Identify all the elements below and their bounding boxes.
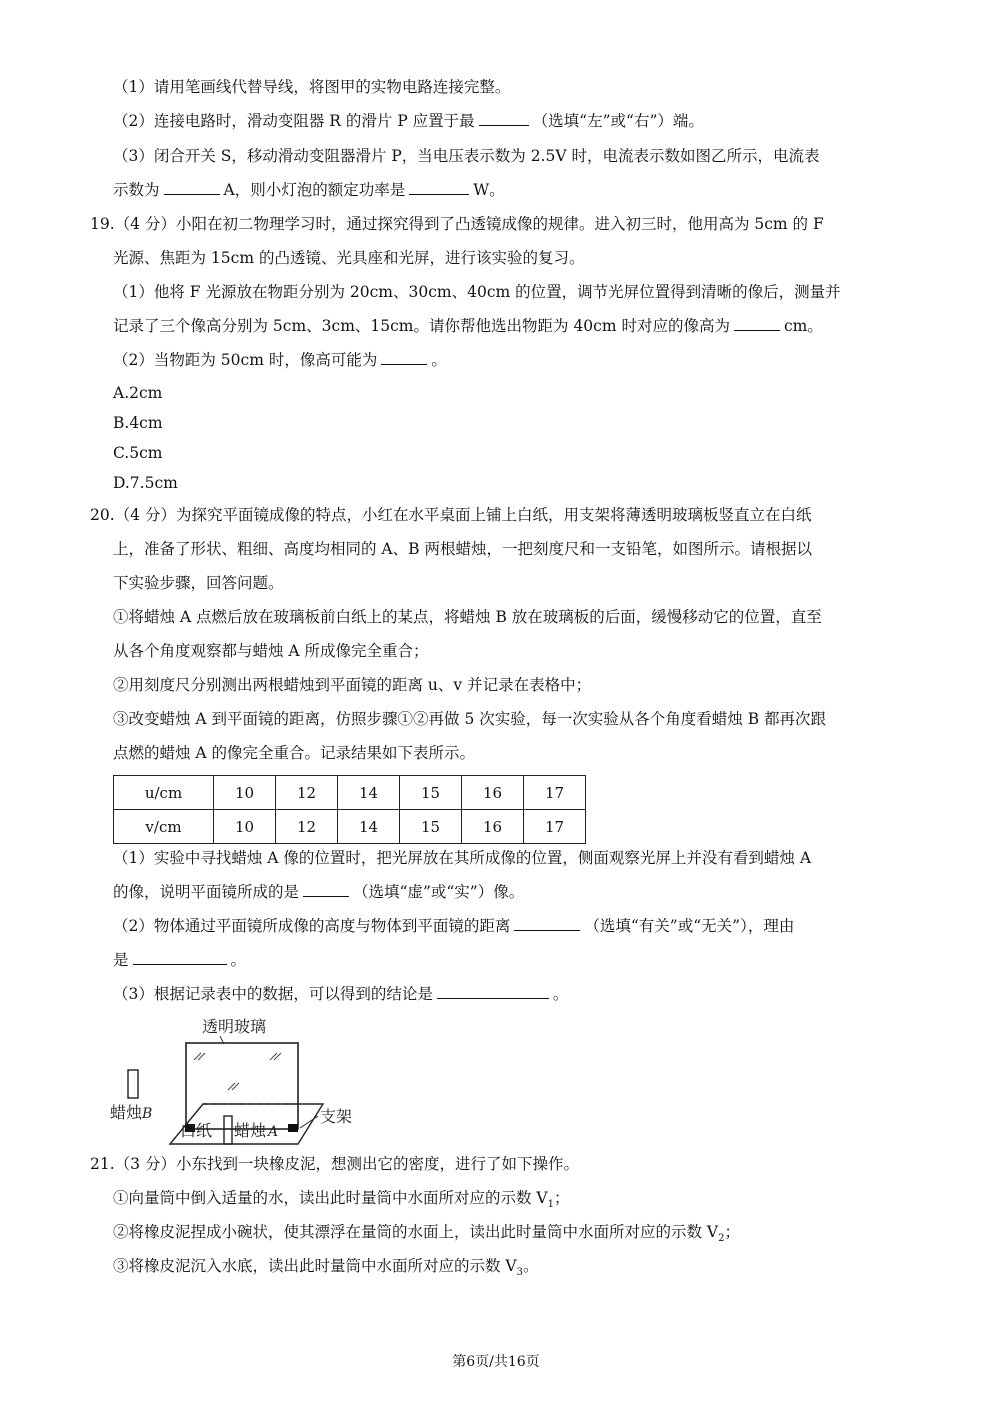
q19-part1-unit: cm。: [783, 317, 823, 335]
table-cell: 10: [214, 810, 276, 844]
q20-step1: ①将蜡烛 A 点燃后放在玻璃板前白纸上的某点，将蜡烛 B 放在玻璃板的后面，缓慢移动它的位置，直至: [113, 608, 822, 626]
candle-a-label: 蜡烛: [234, 1121, 267, 1140]
page-footer: 第6页/共16页: [452, 1354, 540, 1370]
answer-blank-reason[interactable]: [133, 950, 227, 965]
answer-blank-power[interactable]: [409, 180, 469, 195]
glass-hatch: [194, 1053, 281, 1090]
table-cell: 10: [214, 776, 276, 810]
answer-blank-height[interactable]: [734, 316, 780, 331]
candle-b: [128, 1070, 138, 1098]
table-cell: 12: [276, 810, 338, 844]
q20-part1-end: （选填“虚”或“实”）像。: [353, 883, 525, 901]
option-d[interactable]: D.7.5cm: [113, 474, 178, 492]
q20-part3-text: （3）根据记录表中的数据，可以得到的结论是: [113, 985, 433, 1003]
mirror-experiment-figure: [108, 1012, 368, 1147]
q20-part1-text: 的像，说明平面镜所成的是: [113, 883, 300, 901]
q19-stem-cont: 光源、焦距为 15cm 的凸透镜、光具座和光屏，进行该实验的复习。: [113, 249, 585, 267]
table-row-header: u/cm: [114, 776, 214, 810]
q19-part1-text: 记录了三个像高分别为 5cm、3cm、15cm。请你帮他选出物距为 40cm 时对应的像高为: [113, 317, 730, 335]
q20-part2: [113, 915, 794, 937]
q20-step3: ③改变蜡烛 A 到平面镜的距离，仿照步骤①②再做 5 次实验，每一次实验从各个角度看蜡烛 B 都再次跟: [113, 710, 827, 728]
q21-step2-text: ②将橡皮泥捏成小碗状，使其漂浮在量筒的水面上，读出此时量筒中水面所对应的示数 V: [113, 1223, 719, 1241]
q18-part2-text-end: （选填“左”或“右”）端。: [532, 112, 704, 130]
stand-label: 支架: [320, 1107, 353, 1126]
table-row: [114, 776, 586, 810]
q20-stem-cont2: 下实验步骤，回答问题。: [113, 574, 284, 592]
answer-blank-current[interactable]: [164, 180, 220, 195]
q21-stem: 21.（3 分）小东找到一块橡皮泥，想测出它的密度，进行了如下操作。: [90, 1155, 579, 1173]
q20-step1-cont: 从各个角度观察都与蜡烛 A 所成像完全重合；: [113, 642, 429, 660]
paper-label: 白纸: [180, 1121, 213, 1140]
q19-part1: （1）他将 F 光源放在物距分别为 20cm、30cm、40cm 的位置，调节光屏位置得到清晰的像后，测量并: [113, 283, 841, 301]
figure-drawing: [108, 1012, 368, 1147]
subscript: 2: [718, 1233, 725, 1245]
q20-step2: ②用刻度尺分别测出两根蜡烛到平面镜的距离 u、v 并记录在表格中；: [113, 676, 592, 694]
glass-label: 透明玻璃: [202, 1017, 267, 1036]
q19-part1-cont: [113, 315, 823, 337]
option-a[interactable]: A.2cm: [113, 384, 163, 402]
table-cell: 15: [400, 810, 462, 844]
subscript: 1: [547, 1199, 554, 1211]
answer-blank-relation[interactable]: [514, 916, 580, 931]
q19-stem: 19.（4 分）小阳在初二物理学习时，通过探究得到了凸透镜成像的规律。进入初三时，他用高为 5cm 的 F: [90, 215, 824, 233]
table-cell: 16: [462, 810, 524, 844]
candle-a: [224, 1116, 232, 1144]
q21-step2: [113, 1221, 740, 1250]
q20-part2-reason-end: 。: [230, 951, 247, 969]
answer-blank-image-type[interactable]: [303, 882, 349, 897]
table-cell: 17: [524, 810, 586, 844]
q20-part2-reason-label: 是: [113, 951, 129, 969]
q21-step1: [113, 1187, 570, 1216]
q18-part2-text: （2）连接电路时，滑动变阻器 R 的滑片 P 应置于最: [113, 112, 475, 130]
candle-a-letter: A: [268, 1124, 279, 1140]
q18-part1: （1）请用笔画线代替导线，将图甲的实物电路连接完整。: [113, 78, 511, 96]
table-cell: 14: [338, 776, 400, 810]
answer-blank-choice[interactable]: [381, 350, 427, 365]
q18-part2: [113, 110, 704, 132]
table-row: [114, 810, 586, 844]
q18-part3-text-end: W。: [473, 181, 505, 199]
data-table: [113, 775, 586, 844]
q21-step1-text: ①向量筒中倒入适量的水，读出此时量筒中水面所对应的示数 V: [113, 1189, 548, 1207]
table-row-header: v/cm: [114, 810, 214, 844]
q18-part3: （3）闭合开关 S，移动滑动变阻器滑片 P，当电压表示数为 2.5V 时，电流表示数如图乙所示，电流表: [113, 147, 820, 165]
subscript: 3: [516, 1267, 523, 1279]
q20-part1: （1）实验中寻找蜡烛 A 像的位置时，把光屏放在其所成像的位置，侧面观察光屏上并没有看到蜡烛 A: [113, 849, 812, 867]
q18-part3-text-mid: A，则小灯泡的额定功率是: [223, 181, 406, 199]
q20-stem: 20.（4 分）为探究平面镜成像的特点，小红在水平桌面上铺上白纸，用支架将薄透明玻璃板竖直立在白纸: [90, 506, 812, 524]
q20-part3: [113, 983, 568, 1005]
q20-part2-text: （2）物体通过平面镜所成像的高度与物体到平面镜的距离: [113, 917, 511, 935]
candle-b-label: 蜡烛: [110, 1103, 143, 1122]
q18-part3-cont: [113, 179, 505, 201]
q20-part3-end: 。: [552, 985, 569, 1003]
candle-b-letter: B: [142, 1106, 153, 1122]
table-cell: 16: [462, 776, 524, 810]
q18-part3-text: 示数为: [113, 181, 160, 199]
q21-step3-text: ③将橡皮泥沉入水底，读出此时量筒中水面所对应的示数 V: [113, 1257, 517, 1275]
q19-part2-text: （2）当物距为 50cm 时，像高可能为: [113, 351, 378, 369]
table-cell: 15: [400, 776, 462, 810]
table-cell: 17: [524, 776, 586, 810]
q20-part2-end: （选填“有关”或“无关”），理由: [584, 917, 795, 935]
q20-part2-cont: [113, 949, 246, 971]
table-cell: 12: [276, 776, 338, 810]
q19-part2: [113, 349, 447, 371]
q21-step3-end: 。: [523, 1257, 539, 1275]
stand-right: [288, 1124, 298, 1132]
q20-part1-cont: [113, 881, 524, 903]
q21-step1-end: ；: [554, 1189, 570, 1207]
option-b[interactable]: B.4cm: [113, 414, 163, 432]
q21-step2-end: ；: [724, 1223, 741, 1241]
option-c[interactable]: C.5cm: [113, 444, 163, 462]
answer-blank[interactable]: [479, 111, 529, 126]
q20-step3-cont: 点燃的蜡烛 A 的像完全重合。记录结果如下表所示。: [113, 744, 476, 762]
answer-blank-conclusion[interactable]: [437, 984, 549, 999]
q19-part2-end: 。: [431, 351, 447, 369]
q21-step3: [113, 1255, 539, 1284]
q20-stem-cont: 上，准备了形状、粗细、高度均相同的 A、B 两根蜡烛，一把刻度尺和一支铅笔，如图所示。请根据以: [113, 540, 812, 558]
table-cell: 14: [338, 810, 400, 844]
